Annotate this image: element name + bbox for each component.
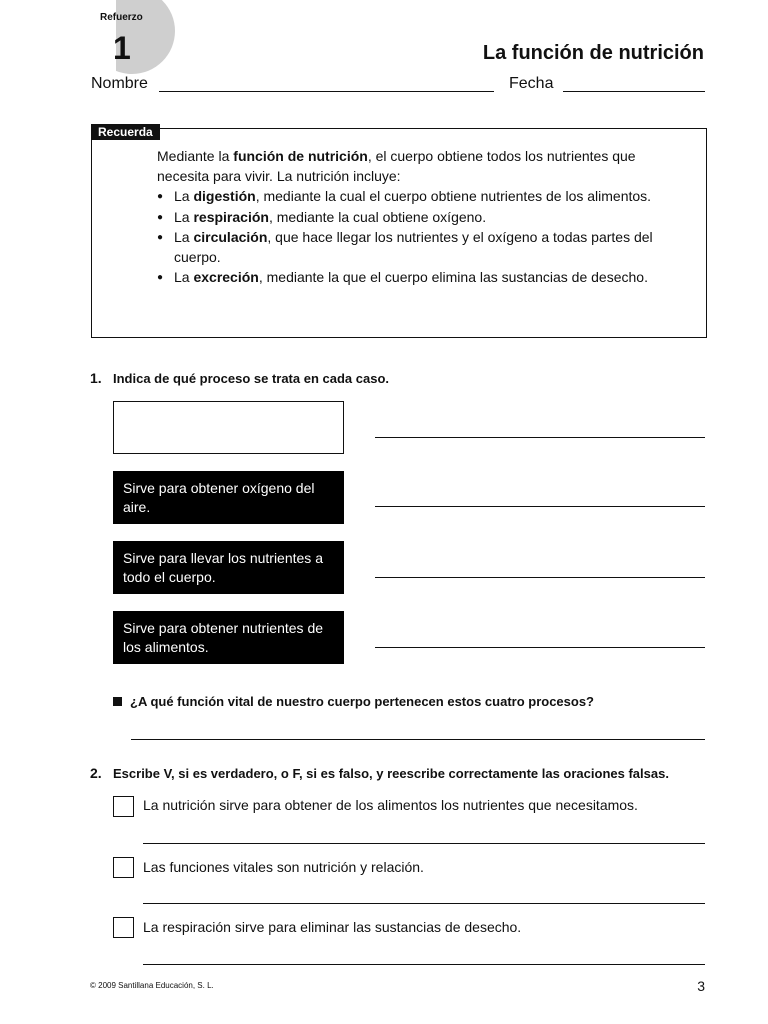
unit-number: 1 <box>113 30 131 66</box>
rewrite-line-2[interactable] <box>143 903 705 904</box>
exercise-1-instruction: Indica de qué proceso se trata en cada caso. <box>113 371 389 386</box>
recuerda-item: ● La respiración, mediante la cual obtiene oxígeno. <box>157 208 677 228</box>
answer-line-3[interactable] <box>375 577 705 578</box>
true-false-checkbox-2[interactable] <box>113 857 134 878</box>
process-card-empty[interactable] <box>113 401 344 454</box>
date-field[interactable] <box>563 91 705 92</box>
statement-1: La nutrición sirve para obtener de los alimentos los nutrientes que necesitamos. <box>143 797 638 813</box>
recuerda-item: ● La excreción, mediante la que el cuerpo elimina las sustancias de desecho. <box>157 268 677 288</box>
rewrite-line-3[interactable] <box>143 964 705 965</box>
copyright: © 2009 Santillana Educación, S. L. <box>90 981 214 990</box>
recuerda-item: ● La circulación, que hace llegar los nutrientes y el oxígeno a todas partes del cuerpo. <box>157 228 677 267</box>
statement-3: La respiración sirve para eliminar las sustancias de desecho. <box>143 919 522 935</box>
badge-mask <box>0 0 116 74</box>
rewrite-line-1[interactable] <box>143 843 705 844</box>
page-number: 3 <box>697 978 705 994</box>
recuerda-text <box>157 147 677 288</box>
process-card-respiration: Sirve para obtener oxígeno del aire. <box>113 471 344 524</box>
process-card-digestion: Sirve para obtener nutrientes de los alimentos. <box>113 611 344 664</box>
page-title: La función de nutrición <box>482 42 704 64</box>
true-false-checkbox-1[interactable] <box>113 796 134 817</box>
name-field[interactable] <box>159 91 494 92</box>
sub-question: ¿A qué función vital de nuestro cuerpo pertenecen estos cuatro procesos? <box>113 694 594 709</box>
statement-2: Las funciones vitales son nutrición y relación. <box>143 859 424 875</box>
series-label: Refuerzo <box>100 12 143 23</box>
recuerda-tag: Recuerda <box>91 124 160 140</box>
exercise-2-number: 2. <box>90 765 102 781</box>
sub-question-answer-line[interactable] <box>131 739 705 740</box>
process-card-circulation: Sirve para llevar los nutrientes a todo el cuerpo. <box>113 541 344 594</box>
exercise-1-number: 1. <box>90 370 102 386</box>
recuerda-list <box>157 187 677 288</box>
answer-line-4[interactable] <box>375 647 705 648</box>
true-false-checkbox-3[interactable] <box>113 917 134 938</box>
answer-line-2[interactable] <box>375 506 705 507</box>
exercise-2-instruction: Escribe V, si es verdadero, o F, si es falso, y reescribe correctamente las oraciones falsas. <box>113 766 669 781</box>
name-label: Nombre <box>91 75 148 92</box>
recuerda-item: ● La digestión, mediante la cual el cuerpo obtiene nutrientes de los alimentos. <box>157 187 677 207</box>
answer-line-1[interactable] <box>375 437 705 438</box>
recuerda-intro: Mediante la función de nutrición, el cuerpo obtiene todos los nutrientes que necesita para vivir. La nutrición incluye: <box>157 148 636 184</box>
date-label: Fecha <box>509 75 554 92</box>
square-bullet-icon <box>113 697 122 706</box>
